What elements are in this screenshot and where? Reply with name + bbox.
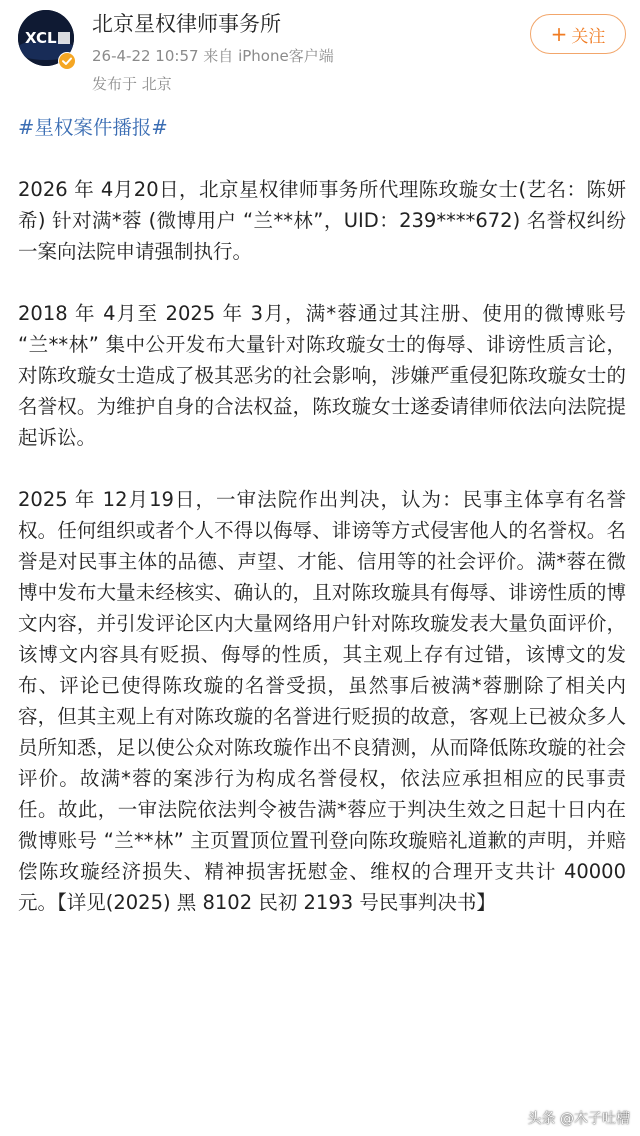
post-paragraph-3: 2025 年 12月19日，一审法院作出判决，认为：民事主体享有名誉权。任何组织或者个人不得以侮辱、诽谤等方式侵害他人的名誉权。名誉是对民事主体的品德、声望、才能、信用等的社会评价。满*蓉在微博中发布大量未经核实、确认的，且对陈玫璇具有侮辱、诽谤性质的博文内容，并引发评论区内大量网络用户针对陈玫璇发表大量负面评价，该博文内容具有贬损、侮辱的性质，其主观上存有过错，该博文的发布、评论已使得陈玫璇的名誉受损，虽然事后被满*蓉删除了相关内容，但其主观上有对陈玫璇的名誉进行贬损的故意，客观上已被众多人员所知悉，足以使公众对陈玫璇作出不良猜测，从而降低陈玫璇的社会评价。故满*蓉的案涉行为构成名誉侵权，依法应承担相应的民事责任。故此，一审法院依法判令被告满*蓉应于判决生效之日起十日内在微博账号 “兰**林” 主页置顶位置刊登向陈玫璇赔礼道歉的声明，并赔偿陈玫璇经济损失、精神损害抚慰金、维权的合理开支共计 40000 元。【详见(2025) 黑 8102 民初 2193 号民事判决书】 — [18, 488, 626, 914]
verified-badge-icon — [58, 52, 76, 70]
post-paragraph-1: 2026 年 4月20日，北京星权律师事务所代理陈玫璇女士(艺名：陈妍希) 针对满*蓉 (微博用户 “兰**林”，UID：239****672) 名誉权纠纷一案向法院申请强制执行。 — [18, 178, 626, 263]
source-watermark: 头条 @木子吐槽 — [527, 1111, 630, 1127]
post-body — [18, 112, 626, 918]
follow-label: 关注 — [571, 26, 606, 47]
post-paragraph-2: 2018 年 4月至 2025 年 3月，满*蓉通过其注册、使用的微博账号 “兰**林” 集中公开发布大量针对陈玫璇女士的侮辱、诽谤性质言论，对陈玫璇女士造成了极其恶劣的社会影响，涉嫌严重侵犯陈玫璇女士的名誉权。为维护自身的合法权益，陈玫璇女士遂委请律师依法向法院提起诉讼。 — [18, 302, 626, 449]
plus-icon: + — [550, 22, 568, 46]
avatar-logo-text: XCL — [25, 29, 57, 47]
post-meta: 26-4-22 10:57 来自 iPhone客户端 — [92, 47, 334, 65]
follow-button[interactable] — [530, 14, 626, 54]
author-name[interactable]: 北京星权律师事务所 — [92, 12, 281, 36]
post-header — [0, 0, 640, 100]
post-location: 发布于 北京 — [92, 75, 172, 93]
hashtag-link[interactable]: #星权案件播报# — [18, 116, 168, 139]
